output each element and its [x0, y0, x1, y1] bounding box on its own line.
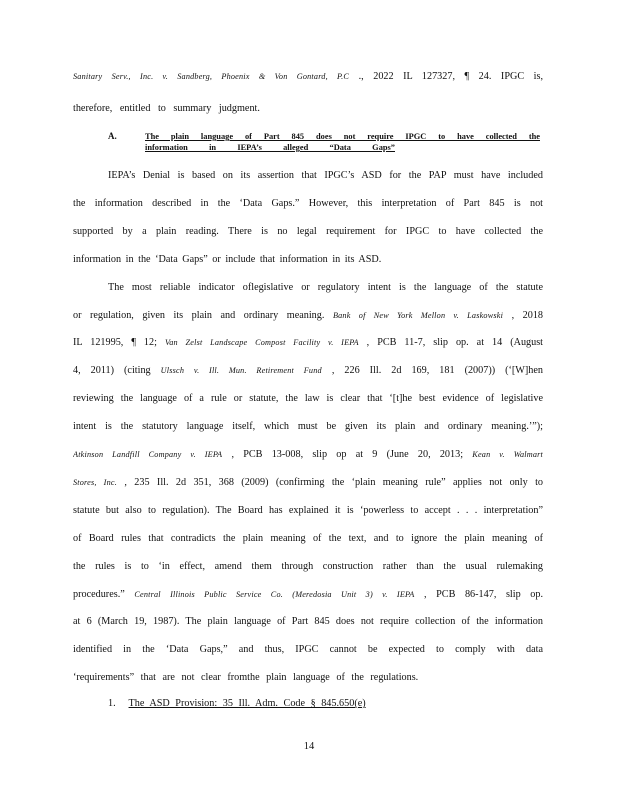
- paragraph-line: [73, 309, 543, 322]
- section-label: A.: [108, 131, 117, 141]
- paragraph-line: The most reliable indicator oflegislative or regulatory intent is the language of the statute: [108, 282, 543, 293]
- text-span: 4, 2011) (citing: [73, 365, 151, 376]
- text-span: procedures.”: [73, 589, 125, 600]
- page-number: 14: [303, 741, 315, 752]
- case-citation: Kean v. Walmart: [472, 450, 543, 459]
- paragraph-line: reviewing the language of a rule or statute, the law is clear that ‘[t]he best evidence of legislative: [73, 393, 543, 404]
- paragraph-line: [73, 476, 543, 489]
- subsection-title: The ASD Provision: 35 Ill. Adm. Code § 845.650(e): [128, 698, 366, 709]
- section-heading-line: information in IEPA’s alleged “Data Gaps”: [145, 143, 395, 152]
- paragraph-line: the rules is to ‘in effect, amend them through construction rather than the usual rulemaking: [73, 561, 543, 572]
- case-citation: Atkinson Landfill Company v. IEPA: [73, 450, 223, 459]
- citation-tail: ., 2022 IL 127327, ¶ 24. IPGC is,: [358, 71, 543, 82]
- text-span: , 235 Ill. 2d 351, 368 (2009) (confirming the ‘plain meaning rule” applies not only to: [124, 477, 543, 488]
- subsection-heading: [108, 697, 366, 710]
- case-citation: Central Illinois Public Service Co. (Meredosia Unit 3) v. IEPA: [134, 590, 415, 599]
- text-span: , 2018: [511, 310, 543, 321]
- case-citation: Ulssch v. Ill. Mun. Retirement Fund: [160, 366, 322, 375]
- paragraph-line: information in the ‘Data Gaps” or include that information in its ASD.: [73, 254, 382, 265]
- paragraph-line: supported by a plain reading. There is no legal requirement for IPGC to have collected the: [73, 226, 543, 237]
- paragraph-line: IEPA’s Denial is based on its assertion that IPGC’s ASD for the PAP must have included: [108, 170, 543, 181]
- text-span: , PCB 11-7, slip op. at 14 (August: [366, 337, 543, 348]
- paragraph-line: [73, 364, 543, 377]
- paragraph-line: of Board rules that contradicts the plain meaning of the text, and to ignore the plain meaning of: [73, 533, 543, 544]
- paragraph-line: the information described in the ‘Data Gaps.” However, this interpretation of Part 845 is not: [73, 198, 543, 209]
- case-citation: Van Zelst Landscape Compost Facility v. IEPA: [164, 338, 359, 347]
- text-line: [73, 70, 543, 83]
- paragraph-line: ‘requirements” that are not clear fromthe plain language of the regulations.: [73, 672, 419, 683]
- section-heading-line: The plain language of Part 845 does not require IPGC to have collected the: [145, 132, 540, 141]
- case-citation: Sanitary Serv., Inc. v. Sandberg, Phoenix & Von Gontard, P.C: [73, 72, 350, 81]
- text-span: , PCB 86-147, slip op.: [423, 589, 543, 600]
- case-citation: Bank of New York Mellon v. Laskowski: [332, 311, 504, 320]
- text-line: therefore, entitled to summary judgment.: [73, 103, 260, 114]
- paragraph-line: at 6 (March 19, 1987). The plain language of Part 845 does not require collection of the information: [73, 616, 543, 627]
- paragraph-line: [73, 336, 543, 349]
- paragraph-line: identified in the ‘Data Gaps,” and thus, IPGC cannot be expected to comply with data: [73, 644, 543, 655]
- text-span: , PCB 13-008, slip op at 9 (June 20, 2013;: [231, 449, 464, 460]
- case-citation: Stores, Inc.: [73, 478, 117, 487]
- paragraph-line: [73, 588, 543, 601]
- paragraph-line: intent is the statutory language itself, which must be given its plain and ordinary meaning.’”);: [73, 421, 543, 432]
- text-span: , 226 Ill. 2d 169, 181 (2007)) (‘[W]hen: [331, 365, 543, 376]
- subsection-number: 1.: [108, 698, 116, 709]
- paragraph-line: [73, 448, 543, 461]
- text-span: or regulation, given its plain and ordinary meaning.: [73, 310, 325, 321]
- text-span: IL 121995, ¶ 12;: [73, 337, 157, 348]
- paragraph-line: statute but also to regulation). The Board has explained it is ‘powerless to accept . . . interpretation”: [73, 505, 543, 516]
